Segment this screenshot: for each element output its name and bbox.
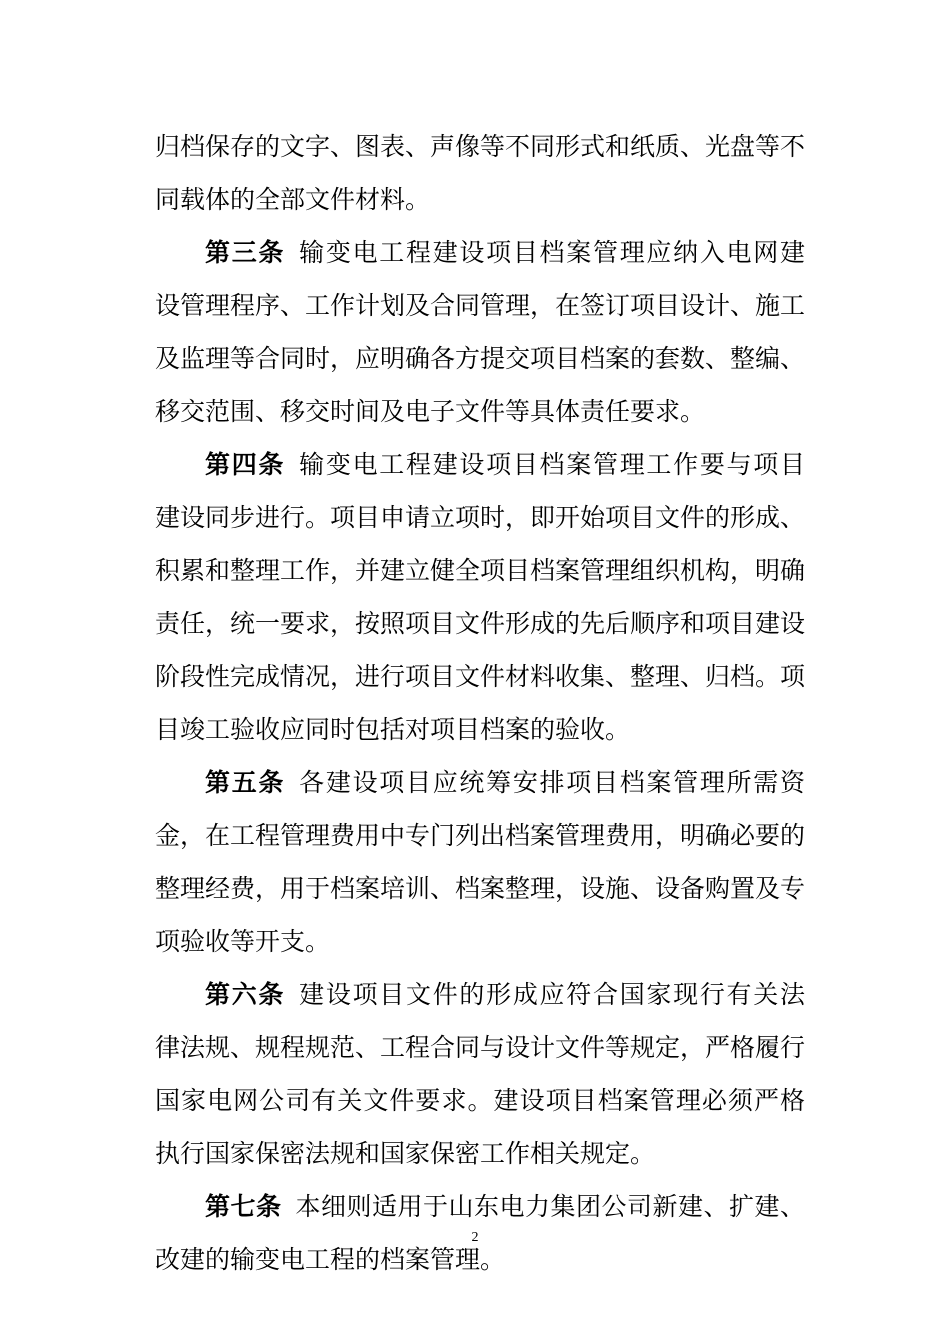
document-body	[155, 120, 805, 1286]
article-6	[155, 968, 805, 1180]
text-line: 阶段性完成情况，进行项目文件材料收集、整理、归档。项	[155, 662, 806, 691]
text-line: 归档保存的文字、图表、声像等不同形式和纸质、光盘等不	[155, 132, 806, 161]
text-line: 责任，统一要求，按照项目文件形成的先后顺序和项目建设	[155, 609, 806, 638]
text-line: 项验收等开支。	[155, 927, 331, 956]
text-line: 整理经费，用于档案培训、档案整理，设施、设备购置及专	[155, 874, 806, 903]
continuation-paragraph	[155, 120, 805, 226]
article-heading: 第三条	[205, 238, 286, 267]
article-heading: 第四条	[205, 450, 286, 479]
text-line: 律法规、规程规范、工程合同与设计文件等规定，严格履行	[155, 1033, 806, 1062]
text-line: 建设同步进行。项目申请立项时，即开始项目文件的形成、	[155, 503, 806, 532]
article-5	[155, 756, 805, 968]
text-line: 改建的输变电工程的档案管理。	[155, 1245, 506, 1274]
article-heading: 第五条	[205, 768, 286, 797]
page-number: 2	[471, 1230, 479, 1245]
text-line: 积累和整理工作，并建立健全项目档案管理组织机构，明确	[155, 556, 806, 585]
article-first-line	[155, 226, 805, 279]
article-heading: 第七条	[205, 1192, 282, 1221]
article-first-line	[155, 438, 805, 491]
article-3	[155, 226, 805, 438]
text-line: 执行国家保密法规和国家保密工作相关规定。	[155, 1139, 656, 1168]
article-first-line	[155, 756, 805, 809]
text-line: 国家电网公司有关文件要求。建设项目档案管理必须严格	[155, 1086, 805, 1115]
article-first-line	[155, 968, 805, 1021]
article-text: 建设项目文件的形成应符合国家现行有关法	[299, 980, 805, 1009]
text-line: 移交范围、移交时间及电子文件等具体责任要求。	[155, 397, 706, 426]
text-line: 设管理程序、工作计划及合同管理，在签订项目设计、施工	[155, 291, 806, 320]
text-line: 及监理等合同时，应明确各方提交项目档案的套数、整编、	[155, 344, 806, 373]
article-text: 本细则适用于山东电力集团公司新建、扩建、	[295, 1192, 805, 1221]
article-heading: 第六条	[205, 980, 286, 1009]
text-line: 目竣工验收应同时包括对项目档案的验收。	[155, 715, 631, 744]
text-line: 金，在工程管理费用中专门列出档案管理费用，明确必要的	[155, 821, 806, 850]
article-text: 输变电工程建设项目档案管理应纳入电网建	[299, 238, 805, 267]
text-line: 同载体的全部文件材料。	[155, 185, 431, 214]
article-text: 输变电工程建设项目档案管理工作要与项目	[299, 450, 805, 479]
article-text: 各建设项目应统筹安排项目档案管理所需资	[299, 768, 805, 797]
article-4	[155, 438, 805, 756]
article-first-line	[155, 1180, 805, 1233]
